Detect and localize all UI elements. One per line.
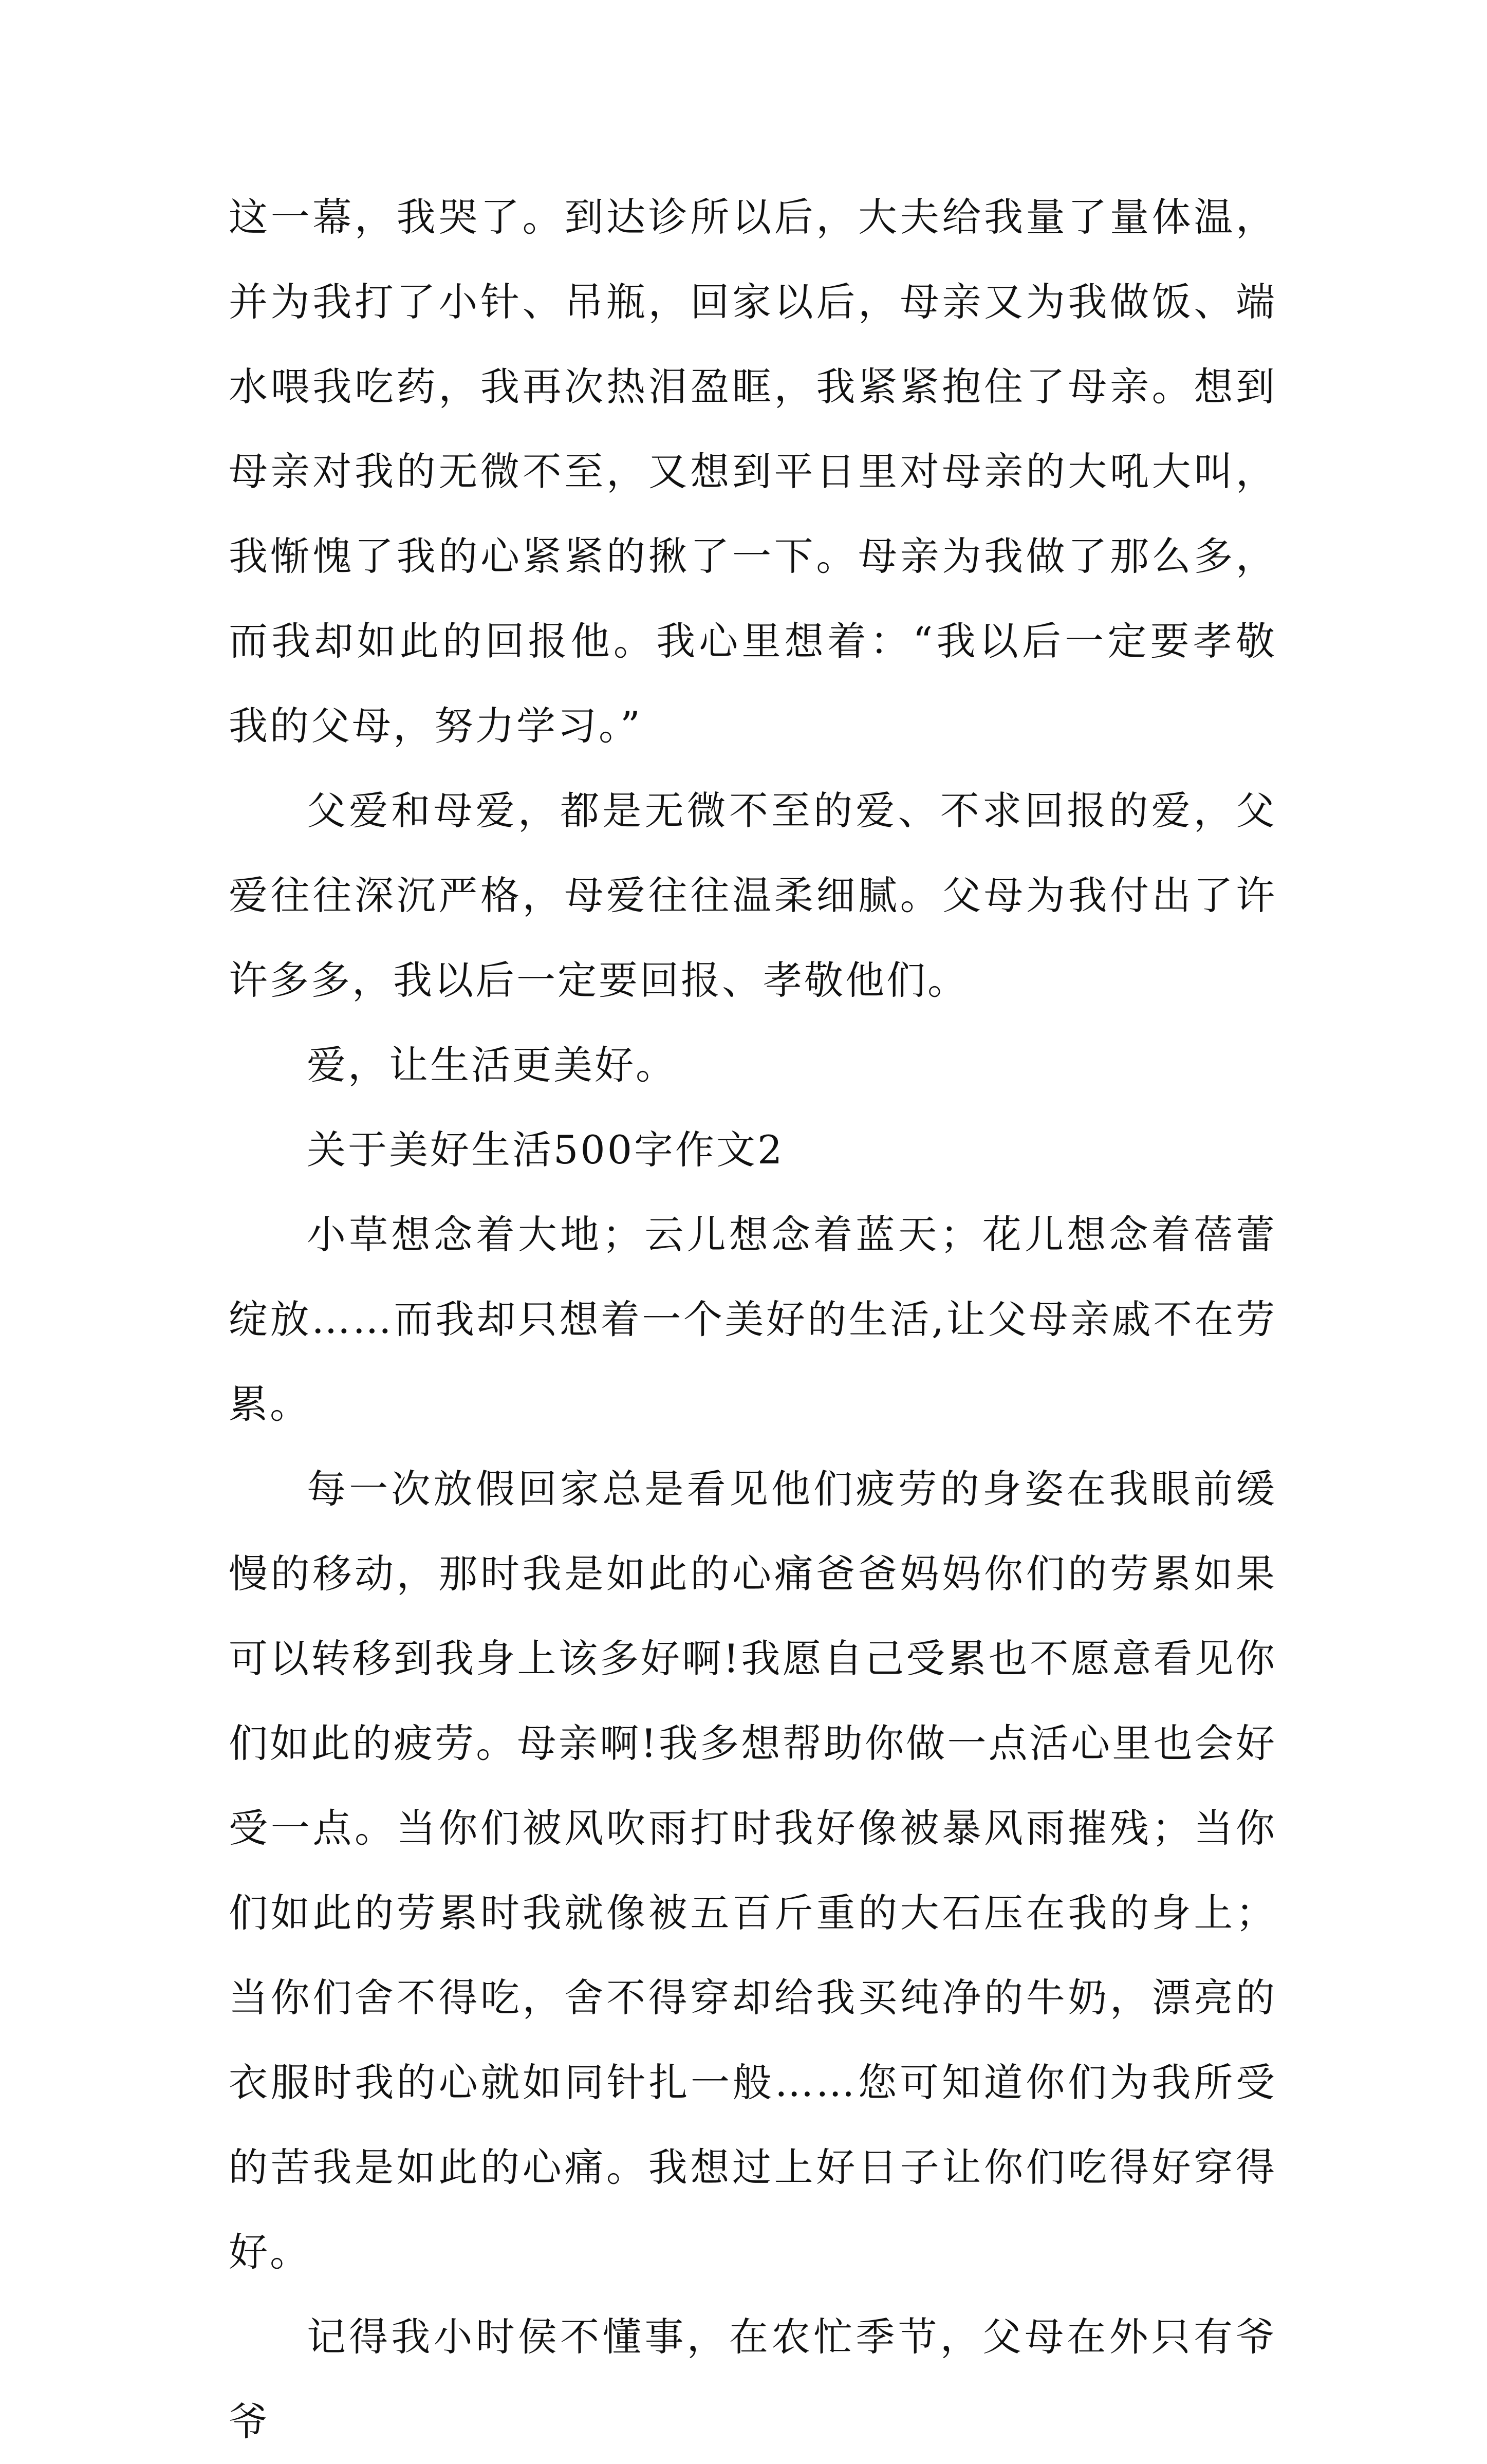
essay-title: 关于美好生活500字作文2 (307, 1127, 785, 1173)
paragraph-holiday-home: 每一次放假回家总是看见他们疲劳的身姿在我眼前缓慢的移动，那时我是如此的心痛爸爸妈妈你们的劳累如果可以转移到我身上该多好啊!我愿自己受累也不愿意看见你们如此的疲劳。母亲啊!我多想帮助你做一点活心里也会好受一点。当你们被风吹雨打时我好像被暴风雨摧残；当你们如此的劳累时我就像被五百斤重的大石压在我的身上；当你们舍不得吃，舍不得穿却给我买纯净的牛奶，漂亮的衣服时我的心就如同针扎一般……您可知道你们为我所受的苦我是如此的心痛。我想过上好日子让你们吃得好穿得好。 (229, 1466, 1277, 2275)
paragraph-parental-love: 父爱和母爱，都是无微不至的爱、不求回报的爱，父爱往往深沉严格，母爱往往温柔细腻。父母为我付出了许许多多，我以后一定要回报、孝敬他们。 (229, 788, 1277, 1003)
document-body (229, 175, 1277, 2464)
paragraph-grass-clouds: 小草想念着大地；云儿想念着蓝天；花儿想念着蓓蕾绽放……而我却只想着一个美好的生活,让父母亲戚不在劳累。 (229, 1212, 1277, 1427)
paragraph-continued: 这一幕，我哭了。到达诊所以后，大夫给我量了量体温，并为我打了小针、吊瓶，回家以后，母亲又为我做饭、端水喂我吃药，我再次热泪盈眶，我紧紧抱住了母亲。想到母亲对我的无微不至，又想到平日里对母亲的大吼大叫，我惭愧了我的心紧紧的揪了一下。母亲为我做了那么多，而我却如此的回报他。我心里想着：“我以后一定要孝敬我的父母，努力学习。” (229, 194, 1277, 749)
paragraph-childhood: 记得我小时侯不懂事，在农忙季节，父母在外只有爷爷 (229, 2314, 1277, 2444)
paragraph-love-better-life: 爱，让生活更美好。 (307, 1042, 677, 1088)
